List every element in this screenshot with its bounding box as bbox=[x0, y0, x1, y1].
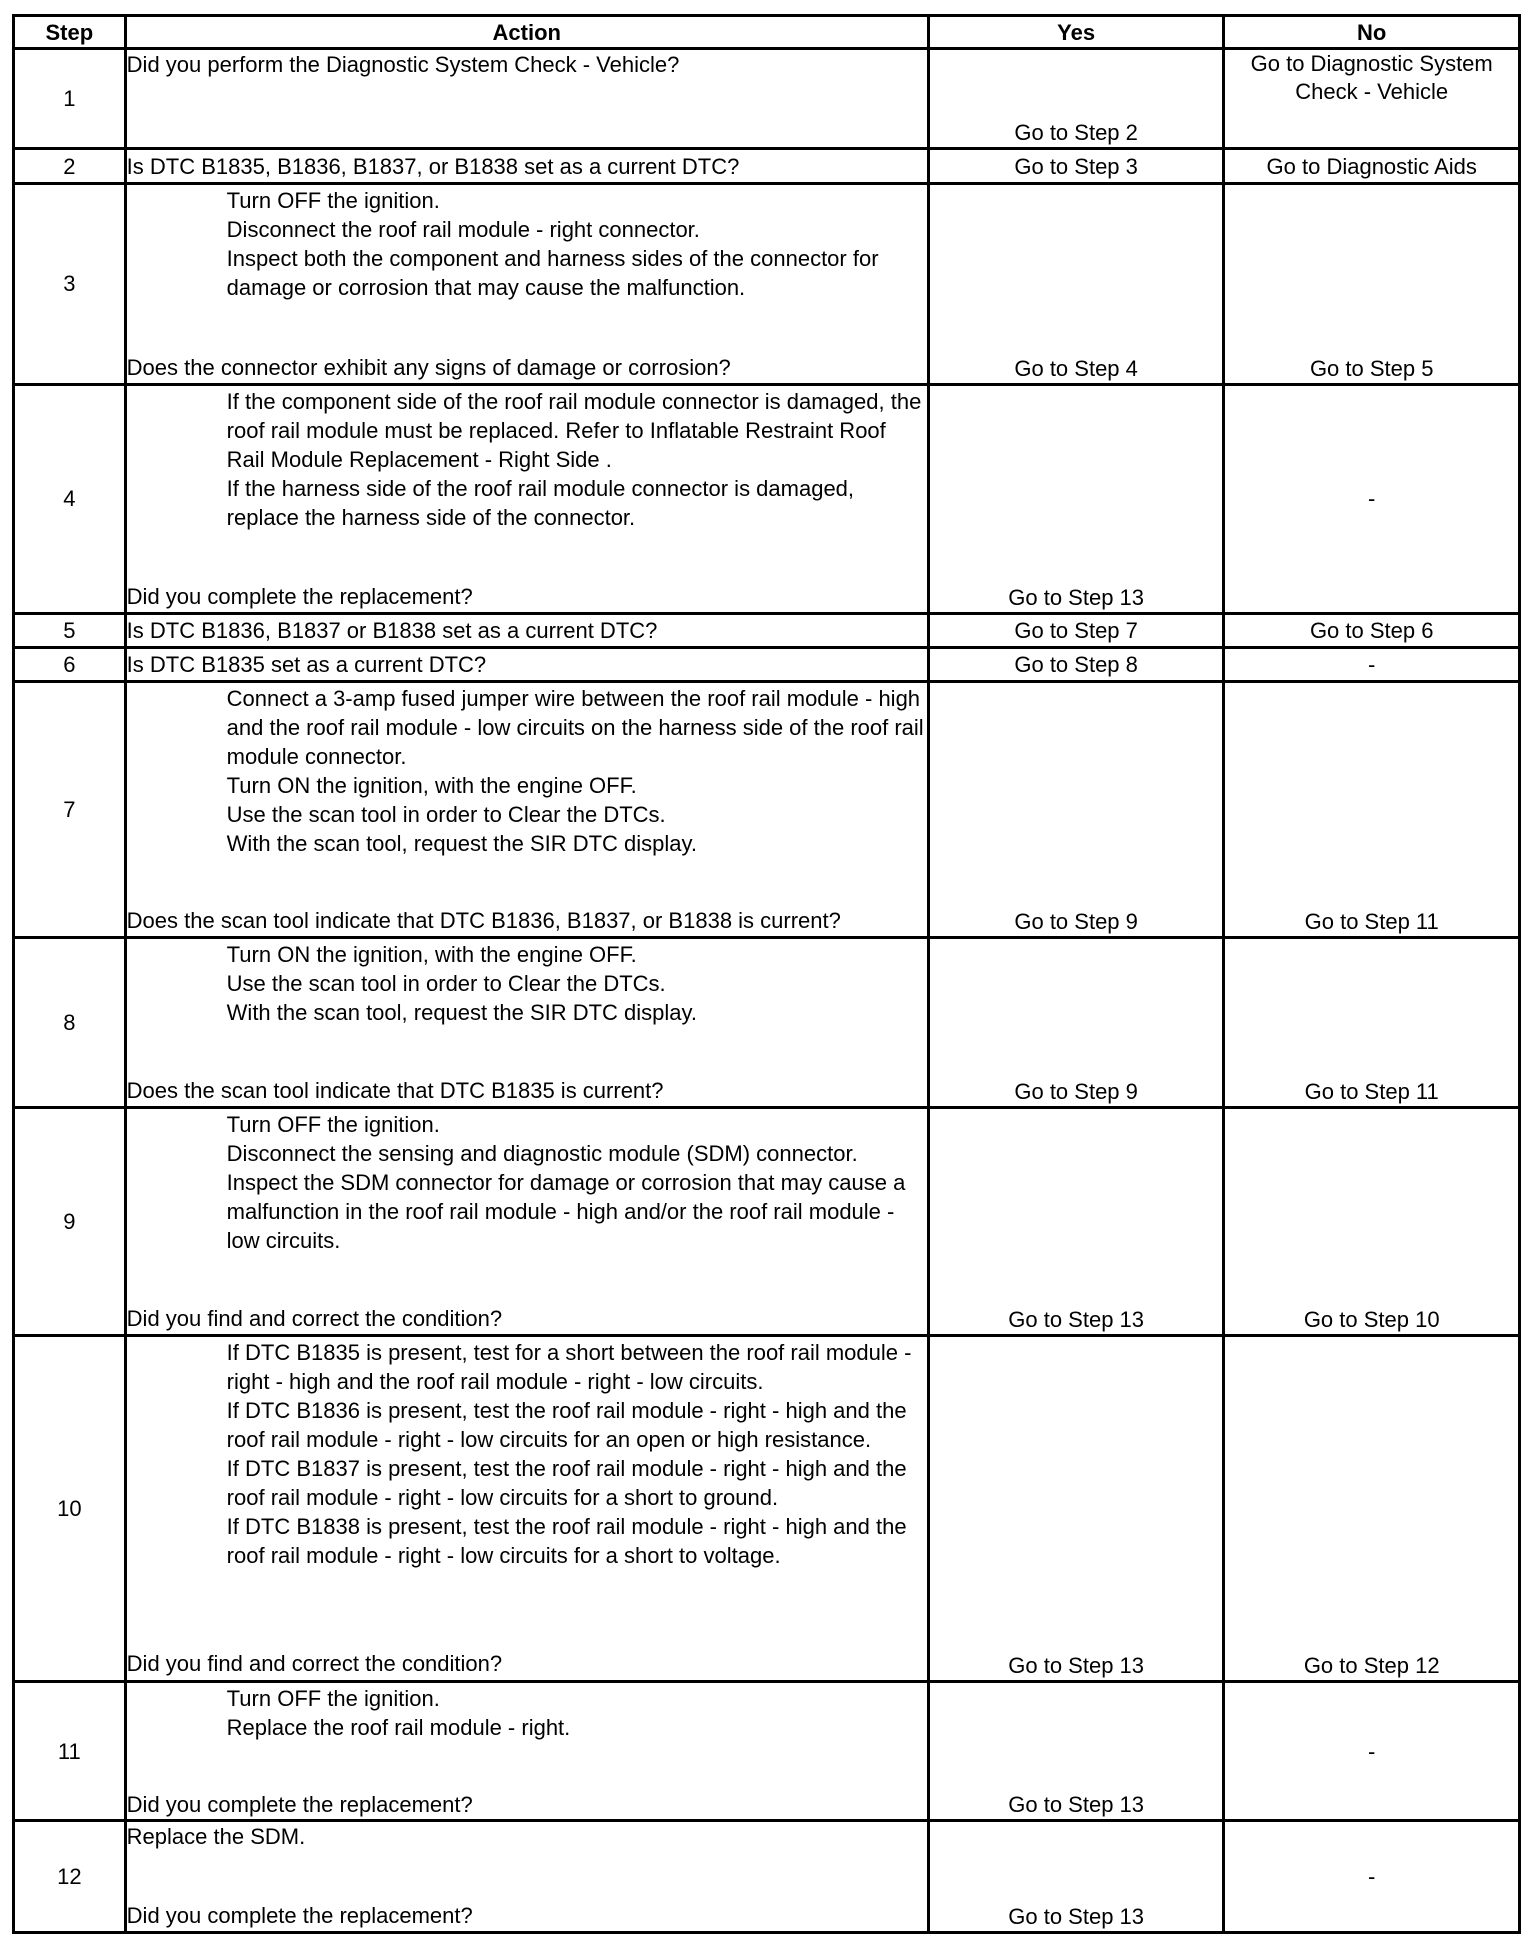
action-cell bbox=[125, 681, 928, 937]
action-question: Did you complete the replacement? bbox=[126, 1791, 473, 1817]
substep: Inspect both the component and harness sides of the connector for damage or corrosion that may cause the malfunction. bbox=[226, 245, 879, 300]
yes-cell: Go to Step 9 bbox=[928, 938, 1224, 1108]
header-no: No bbox=[1224, 16, 1520, 49]
substep: If DTC B1837 is present, test the roof rail module - right - high and the roof rail module - right - low circuits for a short to ground. bbox=[226, 1456, 907, 1511]
table-row bbox=[14, 1681, 1520, 1821]
table-row bbox=[14, 183, 1520, 384]
yes-cell: Go to Step 4 bbox=[928, 183, 1224, 384]
action-cell bbox=[125, 384, 928, 613]
step-number: 9 bbox=[14, 1108, 126, 1336]
action-question: Is DTC B1835, B1836, B1837, or B1838 set as a current DTC? bbox=[126, 153, 740, 179]
header-row bbox=[14, 16, 1520, 49]
no-cell: Go to Step 10 bbox=[1224, 1108, 1520, 1336]
action-question: Does the scan tool indicate that DTC B1835 is current? bbox=[126, 1078, 664, 1104]
substep: Turn ON the ignition, with the engine OFF. bbox=[226, 772, 637, 798]
step-number: 6 bbox=[14, 647, 126, 681]
no-cell: Go to Step 6 bbox=[1224, 613, 1520, 647]
substep: Inspect the SDM connector for damage or corrosion that may cause a malfunction in the roof rail module - high and/or the roof rail module - low circuits. bbox=[226, 1170, 906, 1253]
action-question: Does the scan tool indicate that DTC B1836, B1837, or B1838 is current? bbox=[126, 907, 841, 933]
no-cell: Go to Diagnostic System Check - Vehicle bbox=[1224, 49, 1520, 149]
header-yes: Yes bbox=[928, 16, 1224, 49]
action-question: Did you complete the replacement? bbox=[126, 583, 473, 609]
yes-cell: Go to Step 13 bbox=[928, 1681, 1224, 1821]
action-cell bbox=[125, 1336, 928, 1682]
substep: Use the scan tool in order to Clear the DTCs. bbox=[226, 801, 666, 827]
yes-cell: Go to Step 13 bbox=[928, 1108, 1224, 1336]
substep: If DTC B1838 is present, test the roof rail module - right - high and the roof rail module - right - low circuits for a short to voltage. bbox=[226, 1514, 907, 1569]
table-row bbox=[14, 681, 1520, 937]
substep-list bbox=[127, 1684, 927, 1742]
yes-cell: Go to Step 3 bbox=[928, 149, 1224, 183]
action-question: Is DTC B1836, B1837 or B1838 set as a current DTC? bbox=[126, 617, 658, 643]
action-question: Did you perform the Diagnostic System Check - Vehicle? bbox=[126, 52, 680, 77]
substep: Use the scan tool in order to Clear the DTCs. bbox=[226, 971, 666, 997]
table-row bbox=[14, 1108, 1520, 1336]
substep: With the scan tool, request the SIR DTC display. bbox=[226, 1000, 698, 1026]
substep: If DTC B1835 is present, test for a short between the roof rail module - right - high and the roof rail module - right - low circuits. bbox=[226, 1340, 912, 1395]
substep: Disconnect the sensing and diagnostic module (SDM) connector. bbox=[226, 1141, 858, 1166]
header-step: Step bbox=[14, 16, 126, 49]
no-cell: Go to Step 5 bbox=[1224, 183, 1520, 384]
action-cell bbox=[125, 149, 928, 183]
diagnostic-table bbox=[12, 14, 1521, 1934]
step-number: 11 bbox=[14, 1681, 126, 1821]
step-number: 8 bbox=[14, 938, 126, 1108]
no-cell: Go to Step 11 bbox=[1224, 938, 1520, 1108]
substep: If the harness side of the roof rail module connector is damaged, replace the harness side of the connector. bbox=[226, 475, 855, 530]
step-number: 1 bbox=[14, 49, 126, 149]
substep: Disconnect the roof rail module - right connector. bbox=[226, 216, 700, 242]
action-cell bbox=[125, 183, 928, 384]
table-row bbox=[14, 938, 1520, 1108]
action-question: Did you find and correct the condition? bbox=[126, 1651, 503, 1677]
substep-list bbox=[127, 684, 927, 858]
substep: Turn OFF the ignition. bbox=[226, 1685, 440, 1711]
action-cell bbox=[125, 1108, 928, 1336]
action-question: Did you complete the replacement? bbox=[126, 1903, 473, 1929]
substep: Turn OFF the ignition. bbox=[226, 187, 440, 213]
action-cell bbox=[125, 613, 928, 647]
substep: If DTC B1836 is present, test the roof rail module - right - high and the roof rail module - right - low circuits for an open or high resistance. bbox=[226, 1398, 907, 1453]
action-question: Did you find and correct the condition? bbox=[126, 1306, 503, 1331]
substep-list bbox=[127, 387, 927, 532]
substep-list bbox=[127, 940, 927, 1027]
yes-cell: Go to Step 13 bbox=[928, 384, 1224, 613]
table-row bbox=[14, 384, 1520, 613]
no-cell: - bbox=[1224, 647, 1520, 681]
action-cell bbox=[125, 49, 928, 149]
step-number: 5 bbox=[14, 613, 126, 647]
action-question: Is DTC B1835 set as a current DTC? bbox=[126, 651, 487, 677]
yes-cell: Go to Step 8 bbox=[928, 647, 1224, 681]
substep-list bbox=[127, 1110, 927, 1255]
action-cell bbox=[125, 1681, 928, 1821]
substep: Turn ON the ignition, with the engine OFF. bbox=[226, 942, 637, 968]
substep: Connect a 3-amp fused jumper wire between the roof rail module - high and the roof rail module - low circuits on the harness side of the roof rail module connector. bbox=[226, 685, 924, 769]
step-number: 12 bbox=[14, 1821, 126, 1933]
action-instruction: Replace the SDM. bbox=[126, 1824, 306, 1850]
action-question: Does the connector exhibit any signs of damage or corrosion? bbox=[126, 354, 731, 380]
table-row bbox=[14, 647, 1520, 681]
step-number: 4 bbox=[14, 384, 126, 613]
substep-list bbox=[127, 1338, 927, 1570]
no-cell: Go to Step 11 bbox=[1224, 681, 1520, 937]
step-number: 7 bbox=[14, 681, 126, 937]
action-cell bbox=[125, 938, 928, 1108]
yes-cell: Go to Step 7 bbox=[928, 613, 1224, 647]
no-cell: - bbox=[1224, 384, 1520, 613]
substep: Replace the roof rail module - right. bbox=[226, 1714, 571, 1740]
step-number: 10 bbox=[14, 1336, 126, 1682]
substep-list bbox=[127, 186, 927, 302]
yes-cell: Go to Step 13 bbox=[928, 1821, 1224, 1933]
table-row bbox=[14, 613, 1520, 647]
substep: If the component side of the roof rail module connector is damaged, the roof rail module must be replaced. Refer to Inflatable Restraint Roof Rail Module Replacement - Right Side . bbox=[226, 388, 922, 472]
table-row bbox=[14, 1821, 1520, 1933]
header-action: Action bbox=[125, 16, 928, 49]
step-number: 2 bbox=[14, 149, 126, 183]
table-row bbox=[14, 1336, 1520, 1682]
substep: Turn OFF the ignition. bbox=[226, 1112, 440, 1137]
yes-cell: Go to Step 9 bbox=[928, 681, 1224, 937]
table-row bbox=[14, 49, 1520, 149]
yes-cell: Go to Step 13 bbox=[928, 1336, 1224, 1682]
step-number: 3 bbox=[14, 183, 126, 384]
no-cell: - bbox=[1224, 1821, 1520, 1933]
action-cell bbox=[125, 1821, 928, 1933]
no-cell: Go to Diagnostic Aids bbox=[1224, 149, 1520, 183]
substep: With the scan tool, request the SIR DTC display. bbox=[226, 830, 698, 856]
no-cell: Go to Step 12 bbox=[1224, 1336, 1520, 1682]
table-row bbox=[14, 149, 1520, 183]
no-cell: - bbox=[1224, 1681, 1520, 1821]
yes-cell: Go to Step 2 bbox=[928, 49, 1224, 149]
action-cell bbox=[125, 647, 928, 681]
